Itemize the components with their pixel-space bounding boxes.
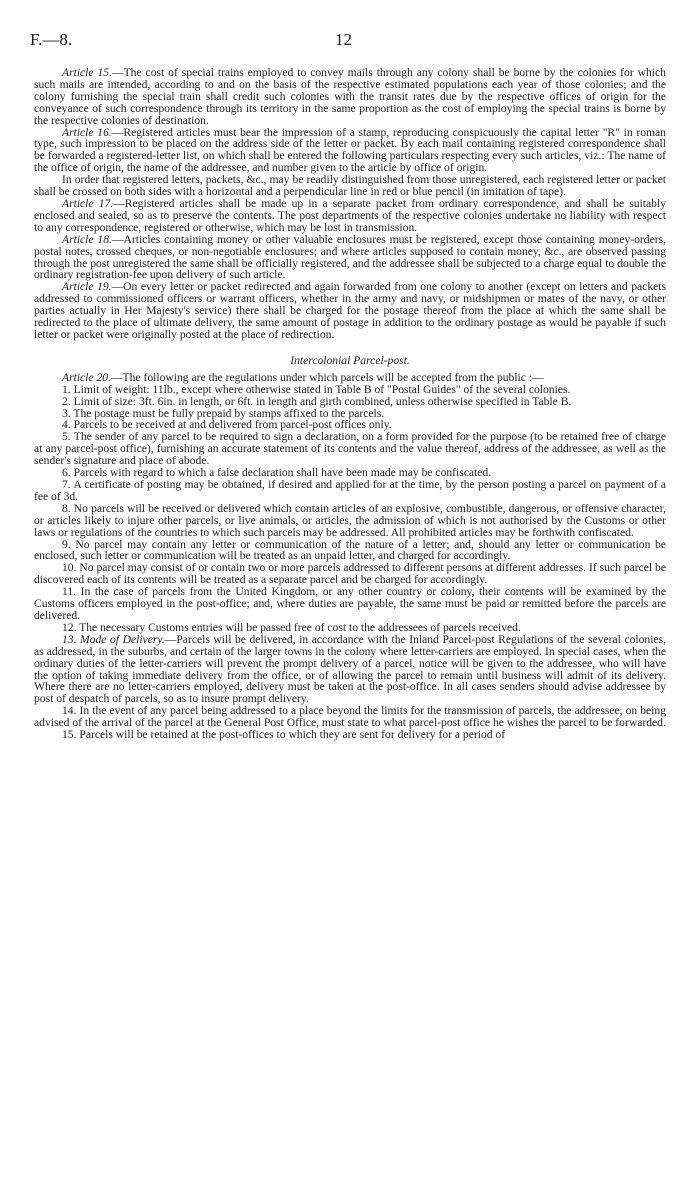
article-text: —The cost of special trains employed to convey mails through any colony shall be borne by the colonies for which such mails are intended, according to and on the basis of the respective estimated populations each year of those colonies; and the colony furnishing the special train shall credit such colonies with the transit rates due by the respective offices of origin for the conveyance of such correspondence through its territory in the same proportion as the cost of employing the special trains is borne by the respective colonies of destination. bbox=[34, 66, 666, 127]
article-text: —Registered articles must bear the impression of a stamp, reproducing conspicuously the capital letter "R" in roman type, such impression to be placed on the address side of the letter or packet. By each mail containing registered correspondence shall be forwarded a registered-letter list, on which shall be entered the following particulars respecting every such articles, viz.: The name of the office of origin, the name of the addressee, and number given to the article by office of origin. bbox=[34, 125, 666, 175]
article-text: —On every letter or packet redirected and again forwarded from one colony to another (except on letters and packets addressed to commissioned officers or warrant officers, whether in the army and navy, or midshipmen or mates of the navy, or other parties actually in Her Majesty's service) there shall be charged for the postage thereof from the place at which the same shall be redirected to the place of ultimate delivery, the same amount of postage in addition to the ordinary postage as would be payable if such letter or packet were originally posted at the place of redirection. bbox=[34, 280, 666, 341]
regulation-15: 15. Parcels will be retained at the post-offices to which they are sent for delivery for a period of bbox=[62, 728, 506, 742]
page-header bbox=[30, 30, 670, 52]
article-lead: Article 18. bbox=[62, 232, 112, 246]
article-17 bbox=[34, 198, 666, 234]
article-text: —Articles containing money or other valuable enclosures must be registered, except those containing money-orders, postal notes, crossed cheques, or non-negotiable enclosures; and where articles supposed to contain money, &c., are observed passing through the post unregistered the same shall be officially registered, and the addressee shall be subjected to a charge equal to double the ordinary registration-fee upon delivery of such article. bbox=[34, 232, 666, 282]
regulation-7: 7. A certificate of posting may be obtained, if desired and applied for at the time, by the person posting a parcel on payment of a fee of 3d. bbox=[34, 478, 666, 503]
article-text: In order that registered letters, packets, &c., may be readily distinguished from those unregistered, each registered letter or packet shall be crossed on both sides with a horizontal and a perpendicular line in red or blue pencil (in imitation of tape). bbox=[34, 173, 666, 199]
article-20 bbox=[34, 372, 666, 384]
regulation-5: 5. The sender of any parcel to be required to sign a declaration, on a form provided for the purpose (to be retained free of charge at any parcel-post office), furnishing an accurate statement of its contents and the value thereof, address of the addressee, as well as the sender's signature and place of abode. bbox=[34, 430, 666, 468]
regulation-13 bbox=[34, 634, 666, 705]
article-lead: Article 17. bbox=[62, 196, 114, 210]
article-19 bbox=[34, 281, 666, 341]
regulation-3: 3. The postage must be fully prepaid by stamps affixed to the parcels. bbox=[62, 406, 385, 420]
document-reference: F.—8. bbox=[30, 30, 73, 49]
regulation-11: 11. In the case of parcels from the United Kingdom, or any other country or colony, their contents will be examined by the Customs officers employed in the post-office; and, where duties are payable, the same must be paid or remitted before the parcels are delivered. bbox=[34, 585, 666, 622]
regulation-1: 1. Limit of weight: 11lb., except where otherwise stated in Table B of "Postal Guides" of the several colonies. bbox=[62, 382, 571, 396]
regulation-2: 2. Limit of size: 3ft. 6in. in length, or 6ft. in length and girth combined, unless otherwise specified in Table B. bbox=[62, 394, 572, 408]
regulation-12: 12. The necessary Customs entries will be passed free of cost to the addressees of parcels received. bbox=[62, 620, 521, 634]
article-lead: Article 16. bbox=[62, 125, 112, 139]
page-number: 12 bbox=[335, 30, 352, 49]
section-heading: Intercolonial Parcel-post. bbox=[290, 353, 410, 367]
article-15 bbox=[34, 67, 666, 127]
article-text: —The following are the regulations under which parcels will be accepted from the public :— bbox=[110, 370, 544, 384]
article-lead: Article 19. bbox=[62, 280, 112, 294]
articles-section bbox=[34, 67, 666, 341]
article-lead: Article 15. bbox=[62, 66, 112, 79]
article-16 bbox=[34, 127, 666, 175]
article-lead: Article 20. bbox=[62, 370, 111, 384]
regulation-9: 9. No parcel may contain any letter or communication of the nature of a letter; and, should any letter or communication be enclosed, such letter or communication will be treated as an unpaid letter, and charged for accordingly. bbox=[34, 537, 666, 563]
regulation-8: 8. No parcels will be received or delivered which contain articles of an explosive, combustible, dangerous, or offensive character, or articles likely to injure other parcels, or live animals, or articles, the admission of which is not authorised by the Customs or other laws or regulations of the countries to which such parcels may be addressed. All prohibited articles may be forthwith confiscated. bbox=[34, 501, 666, 539]
registered-letters-paragraph bbox=[34, 174, 666, 198]
article-18 bbox=[34, 234, 666, 282]
article-text: —Registered articles shall be made up in a separate packet from ordinary correspondence, and shall be suitably enclosed and sealed, so as to preserve the contents. The post departments of the respective colonies undertake no liability with respect to any correspondence, registered or otherwise, which may be lost in transmission. bbox=[34, 196, 666, 234]
regulation-14: 14. In the event of any parcel being addressed to a place beyond the limits for the transmission of parcels, the addressee, on being advised of the arrival of the parcel at the General Post Office, must state to what parcel-post office he wishes the parcel to be forwarded. bbox=[34, 704, 666, 730]
document-body bbox=[34, 67, 666, 741]
parcel-post-section bbox=[34, 372, 666, 741]
regulation-10: 10. No parcel may consist of or contain two or more parcels addressed to different persons at different addresses. If such parcel be discovered each of its contents will be treated as a separate parcel and be charged for accordingly. bbox=[34, 561, 666, 587]
regulation-lead: 13. Mode of Delivery. bbox=[62, 632, 165, 646]
regulation-6: 6. Parcels with regard to which a false declaration shall have been made may be confiscated. bbox=[62, 466, 492, 480]
regulation-4: 4. Parcels to be received at and delivered from parcel-post offices only. bbox=[62, 418, 392, 432]
regulation-text: —Parcels will be delivered, in accordance with the Inland Parcel-post Regulations of the several colonies, as addressed, in the suburbs, and certain of the larger towns in the colony where letter-carriers are employed. In special cases, when the ordinary duties of the letter-carriers will prevent the prompt delivery of a parcel, notice will be given to the addressee, who will have the option of taking immediate delivery from the office, or of allowing the parcel to remain until business will admit of its delivery. Where there are no letter-carriers employed, delivery must be taken at the post-office. In all cases senders should advise addressee by post of despatch of parcels, so as to insure prompt delivery. bbox=[34, 632, 666, 706]
